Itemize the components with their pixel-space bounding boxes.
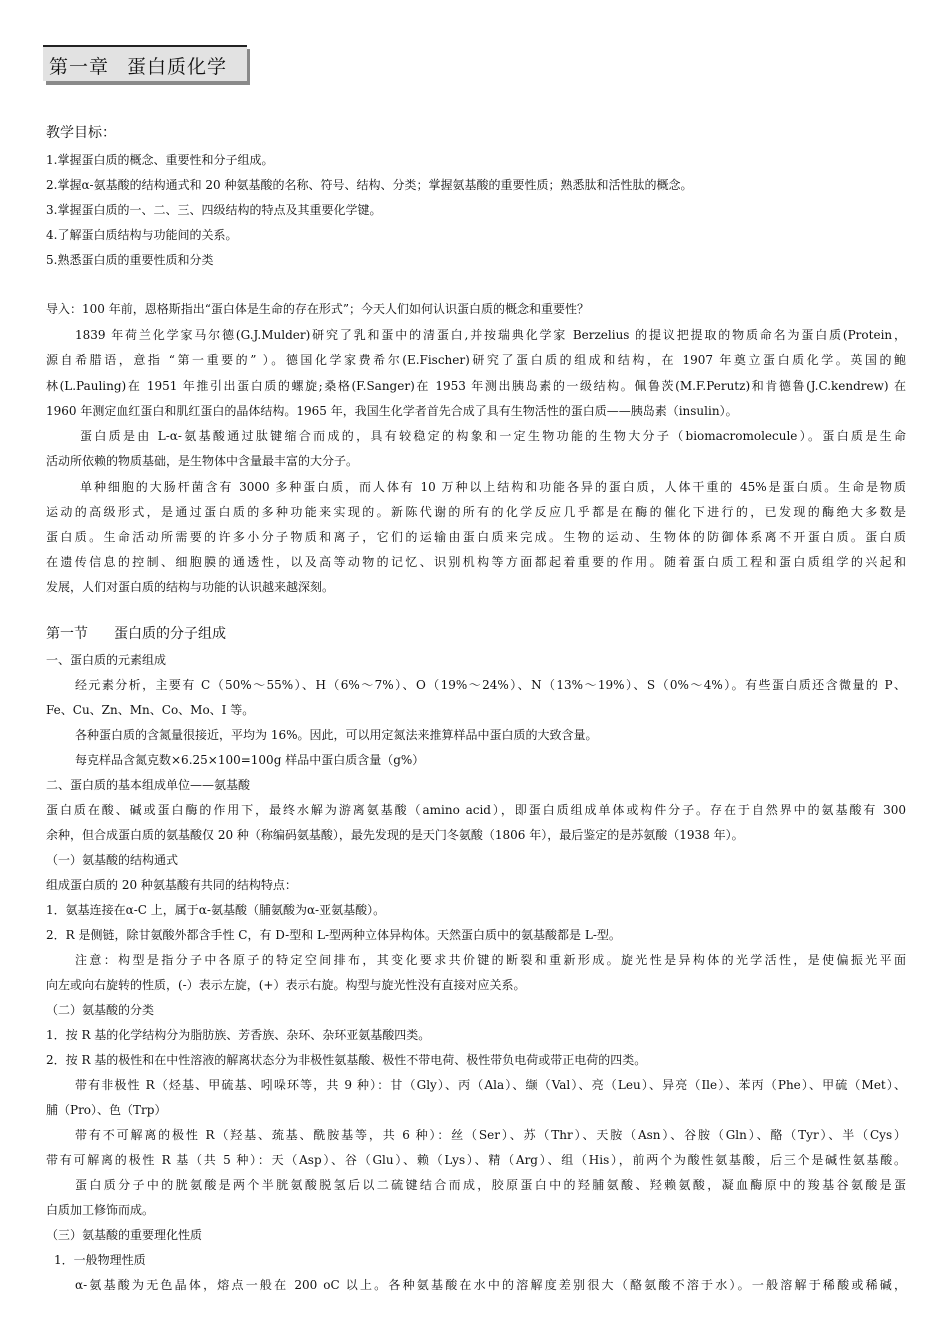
intro-lead: 导入：100 年前，恩格斯指出“蛋白体是生命的存在形式”；今天人们如何认识蛋白质的概念和重要性？	[46, 302, 589, 316]
intro-paragraph-line: 源自希腊语，意指 “第一重要的” ）。德国化学家费希尔(E.Fischer)研究了蛋白质的组成和结构，在 1907 年奠立蛋白质化学。英国的鲍	[46, 353, 906, 367]
section-number: 第一节	[46, 626, 88, 642]
objective-item: 5.熟悉蛋白质的重要性质和分类	[46, 253, 214, 267]
paragraph-line: 带有可解离的极性 R 基（共 5 种）：天（Asp）、谷（Glu）、赖（Lys）、精（Arg）、组（His），前两个为酸性氨基酸，后三个是碱性氨基酸。	[46, 1153, 906, 1167]
paragraph-line: 蛋白质在酸、碱或蛋白酶的作用下，最终水解为游离氨基酸（amino acid），即蛋白质组成单体或构件分子。存在于自然界中的氨基酸有 300	[46, 803, 906, 817]
section-title	[46, 625, 906, 643]
paragraph-line: 各种蛋白质的含氮量很接近，平均为 16%。因此，可以用定氮法来推算样品中蛋白质的大致含量。	[75, 728, 598, 742]
intro-paragraph-line: 蛋白质。生命活动所需要的许多小分子物质和离子，它们的运输由蛋白质来完成。生物的运动、生物体的防御体系离不开蛋白质。蛋白质	[46, 530, 906, 544]
chapter-name: 蛋白质化学	[127, 56, 228, 78]
intro-paragraph-line: 蛋白质是由 L-α-氨基酸通过肽键缩合而成的，具有较稳定的构象和一定生物功能的生物大分子（biomacromolecule）。蛋白质是生命	[80, 429, 906, 443]
subheading: 一、蛋白质的元素组成	[46, 653, 167, 667]
paragraph-line: 脯（Pro）、色（Trp）	[46, 1103, 167, 1117]
note-line: 注意：构型是指分子中各原子的特定空间排布，其变化要求共价键的断裂和重新形成。旋光性是异构体的光学活性，是使偏振光平面	[75, 953, 906, 967]
chapter-title	[43, 45, 247, 81]
section-name: 蛋白质的分子组成	[114, 626, 226, 642]
list-item: 1．氨基连接在α-C 上，属于α-氨基酸（脯氨酸为α-亚氨基酸）。	[46, 903, 386, 917]
paragraph-line: 组成蛋白质的 20 种氨基酸有共同的结构特点：	[46, 878, 297, 892]
objective-item: 4.了解蛋白质结构与功能间的关系。	[46, 228, 238, 242]
paragraph-line: 带有不可解离的极性 R（羟基、巯基、酰胺基等，共 6 种）：丝（Ser）、苏（Thr）、天胺（Asn）、谷胺（Gln）、酪（Tyr）、半（Cys）	[75, 1128, 906, 1142]
intro-paragraph-line: 运动的高级形式，是通过蛋白质的多种功能来实现的。新陈代谢的所有的化学反应几乎都是在酶的催化下进行的，已发现的酶绝大多数是	[46, 505, 906, 519]
paragraph-line: Fe、Cu、Zn、Mn、Co、Mo、I 等。	[46, 703, 255, 717]
intro-paragraph-line: 活动所依赖的物质基础，是生物体中含量最丰富的大分子。	[46, 454, 359, 468]
subheading: （三）氨基酸的重要理化性质	[46, 1228, 203, 1242]
note-line: 向左或向右旋转的性质，(-）表示左旋，(+）表示右旋。构型与旋光性没有直接对应关系。	[46, 978, 526, 992]
chapter-number: 第一章	[49, 56, 110, 78]
objective-item: 2.掌握α-氨基酸的结构通式和 20 种氨基酸的名称、符号、结构、分类；掌握氨基酸的重要性质；熟悉肽和活性肽的概念。	[46, 178, 693, 192]
objectives-heading: 教学目标：	[46, 125, 116, 141]
subheading: （一）氨基酸的结构通式	[46, 853, 179, 867]
list-item: 1．一般物理性质	[54, 1253, 146, 1267]
list-item: 1．按 R 基的化学结构分为脂肪族、芳香族、杂环、杂环亚氨基酸四类。	[46, 1028, 431, 1042]
paragraph-line: 余种，但合成蛋白质的氨基酸仅 20 种（称编码氨基酸），最先发现的是天门冬氨酸（1806 年），最后鉴定的是苏氨酸（1938 年）。	[46, 828, 744, 842]
list-item: 2．按 R 基的极性和在中性溶液的解离状态分为非极性氨基酸、极性不带电荷、极性带负电荷或带正电荷的四类。	[46, 1053, 647, 1067]
paragraph-line: α-氨基酸为无色晶体，熔点一般在 200 oC 以上。各种氨基酸在水中的溶解度差别很大（酪氨酸不溶于水）。一般溶解于稀酸或稀碱，	[75, 1278, 906, 1292]
paragraph-line: 白质加工修饰而成。	[46, 1203, 155, 1217]
objective-item: 1.掌握蛋白质的概念、重要性和分子组成。	[46, 153, 274, 167]
list-item: 2．R 是侧链，除甘氨酸外都含手性 C，有 D-型和 L-型两种立体异构体。天然蛋白质中的氨基酸都是 L-型。	[46, 928, 621, 942]
subheading: 二、蛋白质的基本组成单位——氨基酸	[46, 778, 251, 792]
intro-paragraph-line: 在遗传信息的控制、细胞膜的通透性，以及高等动物的记忆、识别机构等方面都起着重要的作用。随着蛋白质工程和蛋白质组学的兴起和	[46, 555, 906, 569]
intro-paragraph-line: 林(L.Pauling)在 1951 年推引出蛋白质的螺旋;桑格(F.Sanger)在 1953 年测出胰岛素的一级结构。佩鲁茨(M.F.Perutz)和肯德鲁(J.C.kendrew) 在	[46, 379, 906, 393]
intro-paragraph-line: 1839 年荷兰化学家马尔德(G.J.Mulder)研究了乳和蛋中的清蛋白,并按瑞典化学家 Berzelius 的提议把提取的物质命名为蛋白质(Protein，	[75, 328, 906, 342]
intro-paragraph-line: 发展，人们对蛋白质的结构与功能的认识越来越深刻。	[46, 580, 335, 594]
formula-line: 每克样品含氮克数×6.25×100=100g 样品中蛋白质含量（g%）	[75, 753, 425, 767]
paragraph-line: 经元素分析，主要有 C（50%～55%）、H（6%～7%）、O（19%～24%）、N（13%～19%）、S（0%～4%）。有些蛋白质还含微量的 P、	[75, 678, 906, 692]
intro-paragraph-line: 1960 年测定血红蛋白和肌红蛋白的晶体结构。1965 年，我国生化学者首先合成了具有生物活性的蛋白质——胰岛素（insulin）。	[46, 404, 738, 418]
paragraph-line: 带有非极性 R（烃基、甲硫基、吲哚环等，共 9 种）：甘（Gly）、丙（Ala）、缬（Val）、亮（Leu）、异亮（Ile）、苯丙（Phe）、甲硫（Met）、	[75, 1078, 906, 1092]
subheading: （二）氨基酸的分类	[46, 1003, 155, 1017]
intro-paragraph-line: 单种细胞的大肠杆菌含有 3000 多种蛋白质，而人体有 10 万种以上结构和功能各异的蛋白质，人体干重的 45%是蛋白质。生命是物质	[80, 480, 906, 494]
paragraph-line: 蛋白质分子中的胱氨酸是两个半胱氨酸脱氢后以二硫键结合而成，胶原蛋白中的羟脯氨酸、羟赖氨酸，凝血酶原中的羧基谷氨酸是蛋	[75, 1178, 906, 1192]
objective-item: 3.掌握蛋白质的一、二、三、四级结构的特点及其重要化学键。	[46, 203, 382, 217]
